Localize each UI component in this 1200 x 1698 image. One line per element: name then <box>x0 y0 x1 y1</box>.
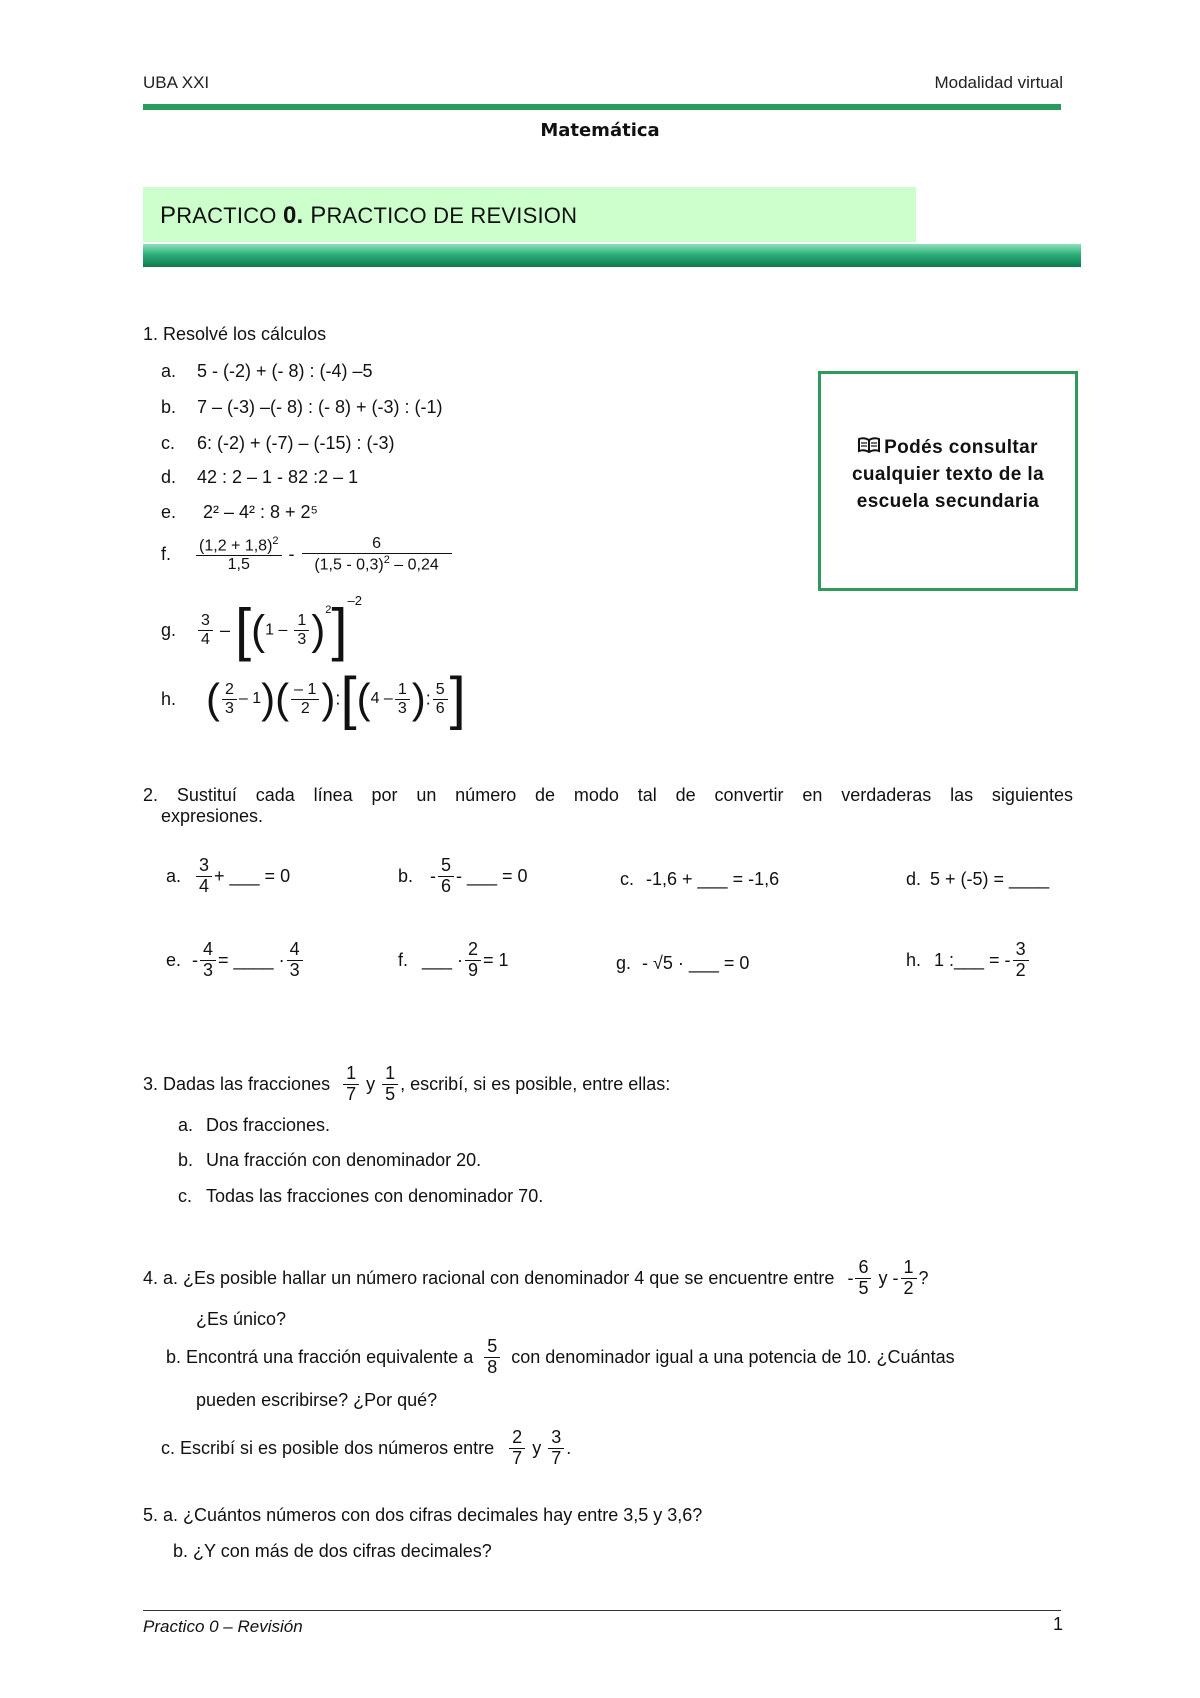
q2-item-a: a. $\frac{3}{4}$ + ___ = 0 <box>166 855 291 896</box>
header-rule <box>143 104 1061 110</box>
q4-c: c. Escribí si es posible dos números entre $\frac{2}{7}$ y $\frac{3}{7}$ . <box>161 1427 572 1468</box>
q3-item-c: c. Todas las fracciones con denominador 70. <box>178 1186 544 1206</box>
q5-b: b. ¿Y con más de dos cifras decimales? <box>173 1541 492 1561</box>
q1-item-a: a. 5 - (-2) + (- 8) : (-4) –5 <box>161 361 373 381</box>
q2-item-d: d. 5 + (-5) = ____ <box>906 869 1050 889</box>
q2-item-h: h. 1 :___ = - $\frac{3}{2}$ <box>906 940 1031 981</box>
q3-heading: 3. Dadas las fracciones $\frac{1}{7}$ y $\frac{1}{5}$ , escribí, si es posible, entre ellas: <box>143 1063 671 1104</box>
q2-item-b: b. - $\frac{5}{6}$ - ___ = 0 <box>398 855 528 896</box>
q1-item-h: h. ( $\frac{2}{3}$ – 1)( $\frac{- 1}{2}$ ):[(4 – $\frac{1}{3}$ ): $\frac{5}{6}$ ] <box>161 666 466 731</box>
q1-item-b: b. 7 – (-3) –(- 8) : (- 8) + (-3) : (-1) <box>161 397 443 417</box>
footer-left: Practico 0 – Revisión <box>143 1617 303 1636</box>
q3-item-a: a. Dos fracciones. <box>178 1115 331 1135</box>
q2-item-f: f. ___ · $\frac{2}{9}$ = 1 <box>398 939 509 980</box>
q5-a: 5. a. ¿Cuántos números con dos cifras decimales hay entre 3,5 y 3,6? <box>143 1505 703 1525</box>
note-box <box>818 371 1078 591</box>
page-number: 1 <box>1052 1614 1063 1634</box>
q3-item-b: b. Una fracción con denominador 20. <box>178 1150 482 1170</box>
q2-item-c: c. -1,6 + ___ = -1,6 <box>620 869 780 889</box>
header-left: UBA XXI <box>143 73 210 92</box>
q4-b-line2: pueden escribirse? ¿Por qué? <box>196 1390 438 1410</box>
q2-heading-2: expresiones. <box>161 806 264 826</box>
q1-item-g: g. $\frac{3}{4}$ – [(1 – $\frac{1}{3}$ )$^2$]$^{-2}$ <box>161 593 362 663</box>
q4-a: 4. a. ¿Es posible hallar un número racional con denominador 4 que se encuentre entre - $\frac{6}{5}$ y - $\frac{1}{2}$ ? <box>143 1257 929 1298</box>
q1-item-e: e. 2² – 4² : 8 + 2⁵ <box>161 502 319 522</box>
note-text: Podés consultar cualquier texto de la escuela secundaria <box>821 434 1075 515</box>
subject-title: Matemática <box>540 120 660 141</box>
header-right: Modalidad virtual <box>934 73 1063 92</box>
q4-b: b. Encontrá una fracción equivalente a $\frac{5}{8}$ con denominador igual a una potencia de 10. ¿Cuántas <box>166 1336 955 1377</box>
q1-heading: 1. Resolvé los cálculos <box>143 324 327 344</box>
footer-rule <box>143 1610 1061 1611</box>
q1-item-f: f. $\frac{(1,2 + 1,8)^2}{1,5}$ - $\frac{6}{(1,5 - 0,3)^2 - 0,24}$ <box>161 535 454 574</box>
q4-a-line2: ¿Es único? <box>196 1309 287 1329</box>
q2-item-g: g. - √5 · ___ = 0 <box>616 953 750 973</box>
book-icon <box>858 434 880 461</box>
q2-item-e: e. - $\frac{4}{3}$ = ____ · $\frac{4}{3}$ <box>166 940 305 981</box>
q1-item-d: d. 42 : 2 – 1 - 82 :2 – 1 <box>161 467 359 487</box>
title-bar <box>143 244 1081 267</box>
page-title: PRACTICO 0. PRACTICO DE REVISION <box>160 202 578 229</box>
q2-heading: 2. Sustituí cada línea por un número de modo tal de convertir en verdaderas las siguientes <box>143 785 1073 805</box>
q1-item-c: c. 6: (-2) + (-7) – (-15) : (-3) <box>161 433 395 453</box>
